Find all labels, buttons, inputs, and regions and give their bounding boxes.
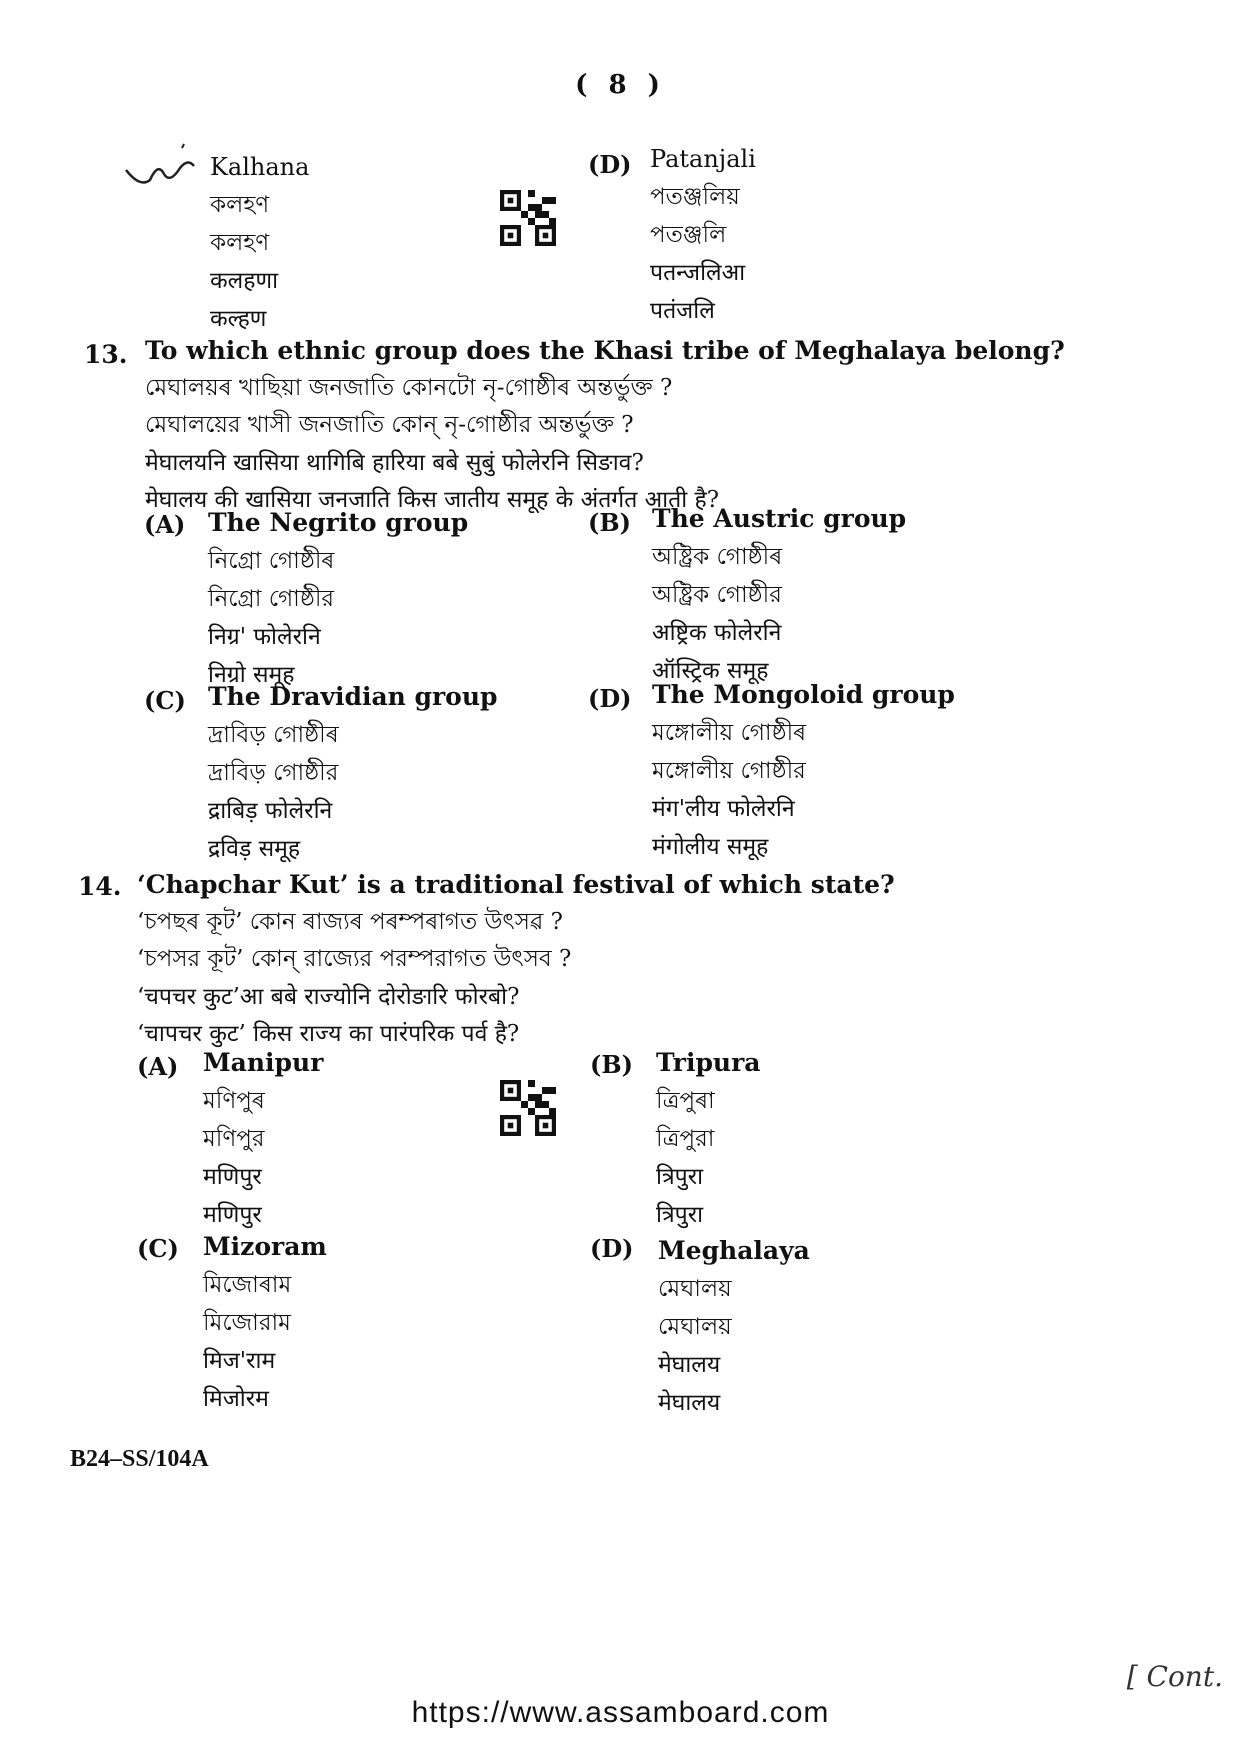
q14-option-c-label: (C) [137,1234,179,1263]
option-en: Mizoram [203,1232,327,1261]
option-bodo: पतन्जलिआ [650,260,746,286]
option-hi: मंगोलीय समूह [652,834,769,860]
continued-marker: [ Cont. [1126,1660,1223,1693]
question-bn: ‘চপসর কূট’ কোন্ রাজ্যের পরম্পরাগত উৎসব ? [137,946,572,972]
question-en: To which ethnic group does the Khasi tribe of Meghalaya belong? [145,336,1065,365]
option-hi: मणिपुर [203,1202,262,1228]
q13-option-b-label: (B) [588,508,631,537]
option-as: মণিপুৰ [203,1088,265,1114]
option-en: Meghalaya [658,1236,810,1265]
q14-option-a-label: (A) [137,1052,179,1081]
prev-option-d-label: (D) [588,150,632,179]
option-as: মঙ্গোলীয় গোষ্ঠীৰ [652,720,807,746]
option-bodo: निग्र' फोलेरनि [208,624,321,650]
option-as: ত্ৰিপুৰা [656,1088,715,1114]
qr-code-icon [500,190,556,246]
option-hi: मेघालय [658,1390,721,1416]
option-bn: নিগ্রো গোষ্ঠীর [208,586,335,612]
option-en: Tripura [656,1048,761,1077]
option-as: অষ্ট্ৰিক গোষ্ঠীৰ [652,544,783,570]
q13-option-a [208,504,468,694]
option-bodo: अष्ट्रिक फोलेरनि [652,620,782,646]
option-en: Patanjali [650,145,756,173]
option-en: Manipur [203,1048,324,1077]
option-bn: মঙ্গোলীয় গোষ্ঠীর [652,758,806,784]
option-en: Kalhana [210,153,310,181]
option-en: The Mongoloid group [652,680,955,709]
question-hi: ‘चापचर कुट’ किस राज्य का पारंपरिक पर्व है? [137,1021,520,1047]
option-as: মিজোৰাম [203,1272,292,1298]
q14-option-c [203,1228,327,1418]
option-en: The Austric group [652,504,907,533]
question-bn: মেঘালয়ের খাসী জনজাতি কোন্ নৃ-গোষ্ঠীর অন্তর্ভুক্ত ? [145,412,634,438]
q14-option-d-label: (D) [590,1234,634,1263]
option-bn: মণিপুর [203,1126,265,1152]
question-14-text [137,866,895,1054]
question-bodo: ‘चपचर कुट’आ बबे राज्योनि दोरोङारि फोरबो? [137,983,520,1010]
prev-option-d [650,140,756,330]
option-bn: মেঘালয় [658,1314,732,1340]
q13-option-b [652,500,906,690]
option-as: পতঞ্জলিয় [650,184,740,210]
option-as: দ্ৰাবিড় গোষ্ঠীৰ [208,722,339,748]
question-as: মেঘালয়ৰ খাছিয়া জনজাতি কোনটো নৃ-গোষ্ঠীৰ অন্তৰ্ভুক্ত ? [145,374,673,401]
qr-code-icon [500,1080,556,1136]
q14-option-b [656,1044,760,1234]
option-bn: ত্রিপুরা [656,1126,715,1152]
option-hi: त्रिपुरा [656,1202,704,1228]
q14-option-b-label: (B) [590,1050,633,1079]
handwritten-tick-mark [120,140,210,200]
option-as: নিগ্ৰো গোষ্ঠীৰ [208,548,335,574]
option-en: The Dravidian group [208,682,498,711]
option-bodo: त्रिपुरा [656,1164,704,1190]
option-hi: पतंजलि [650,298,715,324]
q13-option-d-label: (D) [588,684,632,713]
question-as: ‘চপছৰ কূট’ কোন ৰাজ্যৰ পৰম্পৰাগত উৎসৱ ? [137,908,564,935]
q13-option-d [652,676,955,866]
q13-option-c [208,678,498,868]
page-number: ( 8 ) [575,70,666,100]
option-as: মেঘালয় [658,1276,732,1302]
source-url[interactable]: https://www.assamboard.com [411,1696,830,1729]
question-en: ‘Chapchar Kut’ is a traditional festival of which state? [137,870,895,899]
q14-option-a [203,1044,323,1234]
option-bodo: मणिपुर [203,1164,262,1190]
option-bn: অষ্ট্রিক গোষ্ঠীর [652,582,782,608]
option-hi: मिजोरम [203,1386,269,1412]
option-bn: মিজোরাম [203,1310,291,1336]
option-bn: কলহণ [210,230,270,256]
paper-code: B24–SS/104A [70,1446,209,1472]
question-13-text [145,332,1065,520]
option-bodo: मिज'राम [203,1348,276,1374]
option-bodo: मेघालय [658,1352,721,1378]
option-bn: দ্রাবিড় গোষ্ঠীর [208,760,339,786]
option-hi: ऑस्ट्रिक समूह [652,658,769,684]
question-13-number: 13. [84,340,128,369]
question-hi: मेघालय की खासिया जनजाति किस जातीय समूह के अंतर्गत आती है? [145,487,720,513]
option-as: কলহণ [210,192,270,218]
option-en: The Negrito group [208,508,469,537]
option-hi: द्रविड़ समूह [208,836,301,862]
q13-option-c-label: (C) [144,686,186,715]
option-bn: পতঞ্জলি [650,222,727,248]
q13-option-a-label: (A) [144,510,186,539]
question-bodo: मेघालयनि खासिया थागिबि हारिया बबे सुबुं फोलेरनि सिङाव? [145,449,644,476]
q14-option-d [658,1232,810,1422]
option-hi: कल्हण [210,306,267,332]
question-14-number: 14. [78,872,122,901]
option-hi: निग्रो समूह [208,662,295,688]
option-bodo: कलहणा [210,268,279,294]
prev-option-c [210,148,309,338]
option-bodo: द्राबिड़ फोलेरनि [208,798,333,824]
option-bodo: मंग'लीय फोलेरनि [652,796,795,822]
